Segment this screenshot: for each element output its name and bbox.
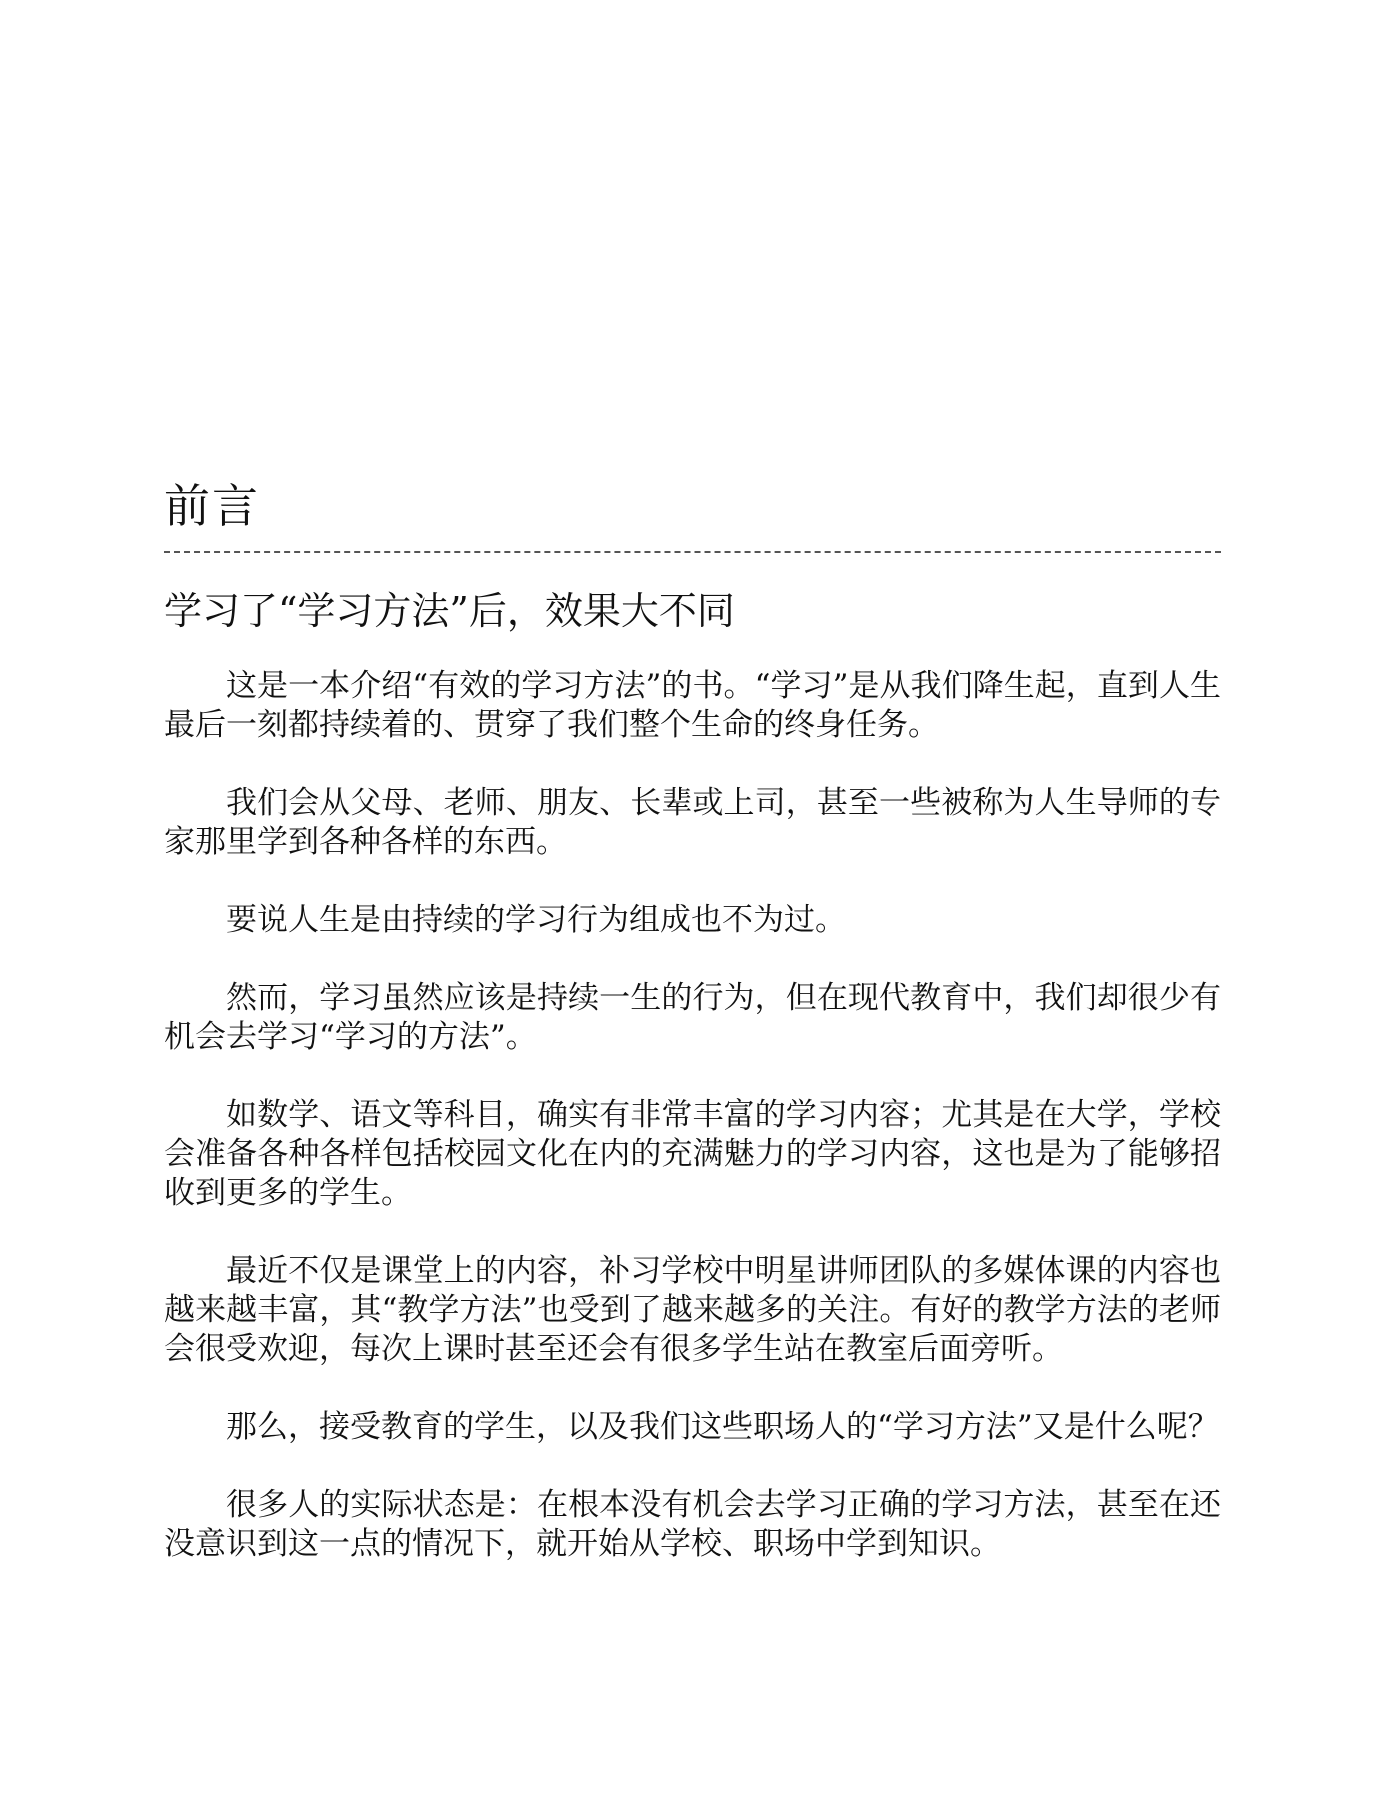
paragraph: 那么，接受教育的学生，以及我们这些职场人的“学习方法”又是什么呢？ (226, 1409, 1219, 1445)
paragraph: 最近不仅是课堂上的内容，补习学校中明星讲师团队的多媒体课的内容也越来越丰富，其“教学方法”也受到了越来越多的关注。有好的教学方法的老师会很受欢迎，每次上课时甚至还会有很多学生站在教室后面旁听。 (164, 1253, 1221, 1367)
paragraph: 这是一本介绍“有效的学习方法”的书。“学习”是从我们降生起，直到人生最后一刻都持续着的、贯穿了我们整个生命的终身任务。 (164, 668, 1221, 743)
chapter-title: 前言 (164, 479, 260, 533)
paragraph: 要说人生是由持续的学习行为组成也不为过。 (226, 902, 846, 938)
paragraph: 很多人的实际状态是：在根本没有机会去学习正确的学习方法，甚至在还没意识到这一点的情况下，就开始从学校、职场中学到知识。 (164, 1487, 1221, 1562)
section-title: 学习了“学习方法”后，效果大不同 (164, 589, 735, 633)
paragraph: 然而，学习虽然应该是持续一生的行为，但在现代教育中，我们却很少有机会去学习“学习的方法”。 (164, 980, 1221, 1055)
paragraph: 如数学、语文等科目，确实有非常丰富的学习内容；尤其是在大学，学校会准备各种各样包括校园文化在内的充满魅力的学习内容，这也是为了能够招收到更多的学生。 (164, 1097, 1221, 1211)
body-text (164, 667, 1221, 1603)
paragraph: 我们会从父母、老师、朋友、长辈或上司，甚至一些被称为人生导师的专家那里学到各种各样的东西。 (164, 785, 1221, 860)
dashed-divider (164, 551, 1221, 553)
